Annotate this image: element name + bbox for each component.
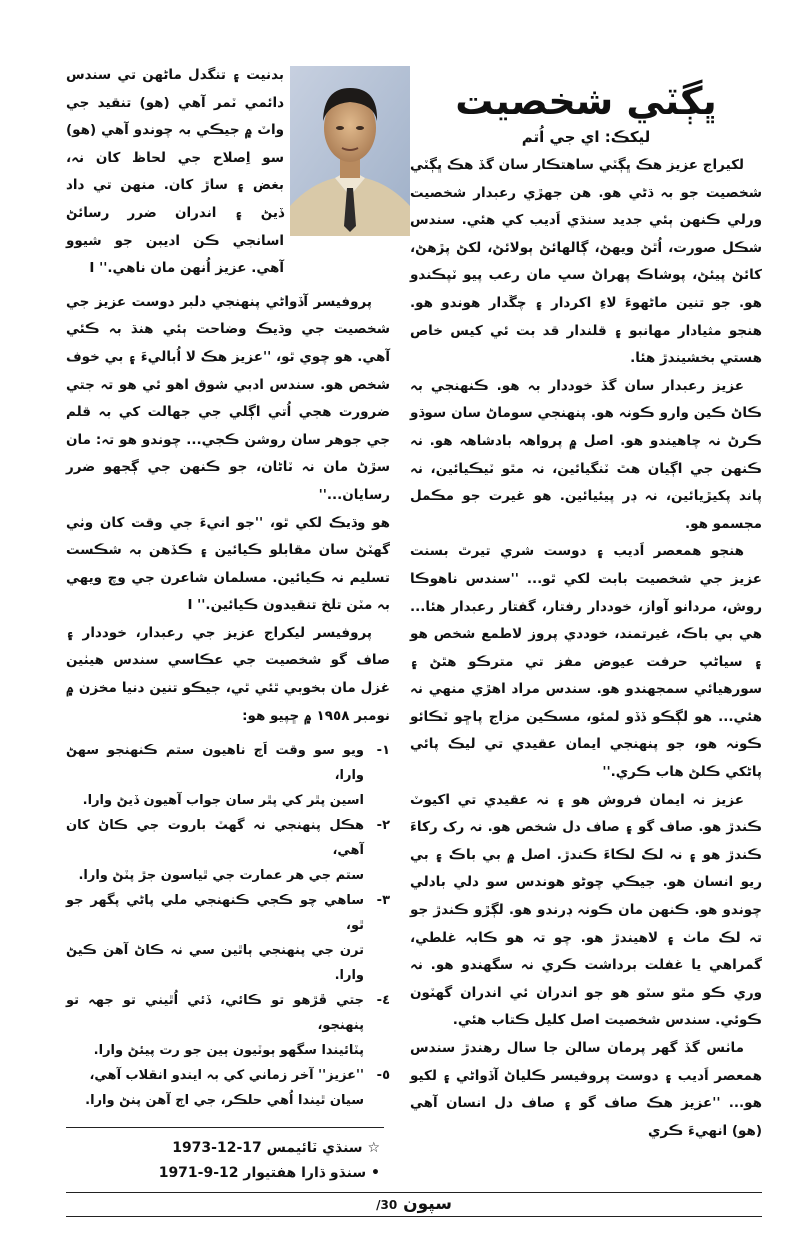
verse-line: ستم جي هر عمارت جي ٿياسون جڙ پٽڻ وارا. <box>78 868 364 884</box>
verse-item <box>66 938 390 988</box>
magazine-name: سپون <box>403 1194 452 1215</box>
article-columns <box>66 62 762 1186</box>
page-number: 30/ <box>376 1198 398 1213</box>
paragraph: ماٺس گڏ گهر پرمان سالن جا سال رهندڙ سندس همعصر اَديب ۽ دوست پروفيسر ڪلياڻ آڏواڻي ۽ لکيو هو... ''عزيز هڪ صاف گو ۽ صاف دل انسان آهي (هو) انهيءَ ڪري <box>410 1040 762 1139</box>
paragraph: عزيز نہ ايمان فروش هو ۽ نہ عقيدي تي اکيوٽ ڪندڙ هو. صاف گو ۽ صاف دل شخص هو. نہ رک رکاءَ ڪندڙ هو ۽ نہ لڪ لڪاءَ ڪندڙ. اصل ۾ بي باڪ ۽ بي ريو انسان هو. جيڪي چوڻو هوندس سو دلي بادلي چوندو هو. ڪنهن مان ڪونہ ڊرندو هو. لڳڙو ڪندڙ جو تہ لڪ ماٺ ۽ لاهيندڙ هو. چو تہ هو ڪابہ غلطي، گمراهي يا غفلت برداشت ڪري نہ سگهندو هو. نہ وري ڪو مٿو سٽو هو جو اندران ئي اندران گهٽون ڪوئي. سندس شخصيت اصل کليل ڪتاب هئي. <box>410 791 762 1029</box>
verse-item <box>66 988 390 1038</box>
paragraph: پروفيسر آڏواڻي پنهنجي دلبر دوست عزيز جي شخصيت جي وڌيڪ وضاحت ٻئي هنڌ بہ ڪئي آهي. هو چوي ٿو، ''عزيز هڪ لا اُباليءَ ۽ بي خوف شخص هو. سندس ادبي شوق اهو ئي هو تہ جتي ضرورت هجي اُتي اڳلي جي جهالت کي بہ قلم جي جوهر سان روشن ڪجي... چوندو هو تہ: مان سڙڻ مان نہ ٽاڻان، جو ڪنهن جي ڳجهو ضرر رسايان...'' <box>66 293 390 503</box>
verse-line: اسين پٿر کي پٿر سان جواب آهيون ڏيڻ وارا. <box>82 793 364 809</box>
page-footer <box>66 1193 762 1216</box>
verse-line: ترن جي پنهنجي ٻاٿين سي نہ ڪاڻ آهن ڪيڻ وارا. <box>66 943 364 984</box>
article-byline: ليکڪ: اي جي اُتم <box>521 128 651 146</box>
right-column <box>410 152 762 1145</box>
verse-line: ''عزيز'' آخر زماني کي بہ ايندو انقلاب آهي، <box>89 1068 364 1084</box>
verse-line: هڪل پنهنجي نہ گهٽ باروت جي ڪاڻ کان آهي، <box>66 818 364 859</box>
verse-line: جتي ڦڙهو تو ڪائي، ڏئي اُٿيني تو جهہ تو پنهنجو، <box>66 993 364 1034</box>
verse-number: ٥- <box>376 1068 390 1084</box>
left-column-wrapper <box>66 62 410 1186</box>
verse-item <box>66 788 390 813</box>
paragraph: بدنيت ۽ تنگدل ماڻهن تي سندس دائمي ٽمر آهي (هو) تنقيد جي واٽ ۾ جيڪي بہ چوندو آهي (هو) سو اِصلاح جي لحاظ کان نہ، بغض ۽ ساڙ کان. منهن تي داد ڏيڻ ۽ اندران ضرر رسائڻ اسانجي ڪن اديبن جو شيوو آهي. عزيز اُنهن مان ناهي.'' I <box>66 67 284 277</box>
footnote: ☆ سنڌي ٽائيمس 17-12-1973 <box>172 1140 380 1157</box>
left-top-row <box>66 62 410 283</box>
paragraph: پروفيسر ليکراج عزيز جي رعبدار، خوددار ۽ صاف گو شخصيت جي عڪاسي سندس هيٺين غزل مان بخوبي ٿئي ٿي، جيڪو تنين دنيا مخزن ۾ نومبر ١٩٥٨ ۾ ڇپيو هو: <box>66 624 390 724</box>
verse-line: ساهي چو ڪجي ڪنهنجي ملي پاڻي پگهر جو ٿو، <box>66 893 364 934</box>
verse-number: ٢- <box>376 818 390 834</box>
verse-line: پٽائيندا سگهو ٻوٽيون ٻين جو رت پيئڻ وارا. <box>93 1043 364 1059</box>
footnote-divider <box>66 1127 384 1128</box>
verse-item <box>66 1038 390 1063</box>
verse-item <box>66 888 390 938</box>
left-top-column <box>66 62 284 283</box>
verse-item <box>66 738 390 788</box>
verse-number: ٣- <box>376 893 390 909</box>
footer-wrapper <box>66 1192 762 1217</box>
verse-item <box>66 1088 390 1113</box>
verse-number: ١- <box>376 743 390 759</box>
footer-bottom-rule <box>66 1216 762 1217</box>
verse-number: ٤- <box>376 993 390 1009</box>
verse-list <box>66 738 390 1113</box>
paragraph: عزيز رعبدار سان گڏ خوددار بہ هو. ڪنهنجي بہ ڪاڻ ڪين وارو ڪونہ هو. پنهنجي سوماڻ سان سوڌو ڪرڻ نہ چاهيندو هو. اصل ۾ پرواهہ بادشاهہ هو. نہ ڪنهن جي اڳيان هٿ ٽنگيائين، نہ مٿو ٽيڪيائين، نہ پاند پکيڙيائين، نہ ڊر پيئيائين. هو غيرت جو مڪمل مجسمو هو. <box>410 377 762 532</box>
verse-line: سيان ٿيندا اُهي حلڪر، جي اڄ آهن پنڻ وارا. <box>85 1093 364 1109</box>
verse-item <box>66 1063 390 1088</box>
article-title: ڀڳٽي شخصيت <box>455 79 717 123</box>
footnote: • سنڌو ڌارا هفتيوار 12-9-1971 <box>158 1165 380 1182</box>
paragraph: هو وڌيڪ لکي ٿو، ''جو انيءَ جي وقت کان وٺي گهٽڻ سان مقابلو ڪيائين ۽ ڪڏهن بہ شڪست تسليم نہ ڪيائين. مسلمان شاعرن جي وچ ويهي بہ مٽن تلخ تنقيدون ڪيائين.'' I <box>66 514 390 614</box>
paragraph: لکيراج عزيز هڪ ڀڳٽي ساهتڪار سان گڏ هڪ ڀڳٽي شخصيت جو بہ ڌڻي هو. هن جهڙي رعبدار شخصيت ورلي ڪنهن ٻئي جديد سنڌي اَديب کي هئي. سندس شڪل صورت، اُٿڻ ويهڻ، ڳالهائڻ ٻولائڻ، لکڻ پڙهڻ، کائڻ پيئڻ، پوشاڪ پهراڻ سڀ مان رعب پيو ٽپڪندو هو. جو تنين ماڻهوءَ لاءِ اکردار ۽ چڱدار هوندو هو. هنجو مثيادار مهانبو ۽ قلندار قد بت ئي کيس خاص هستي بخشيندڙ هئا. <box>410 157 762 367</box>
verse-item <box>66 813 390 863</box>
verse-line: ويو سو وقت اَڄ ناهيون ستم ڪنهنجو سهڻ وارا، <box>66 743 364 784</box>
right-column-wrapper <box>410 62 762 1145</box>
author-portrait-photo <box>290 66 410 236</box>
verse-item <box>66 863 390 888</box>
left-column <box>66 289 390 731</box>
paragraph: هنجو همعصر اَديب ۽ دوست شري تيرٿ بسنت عزيز جي شخصيت بابت لکي ٿو... ''سندس ناهوڪا روش، مردانو آواز، خوددار رفتار، گفتار رعبدار هئا... هي بي باڪ، غيرتمند، خوددي پروز لاطمع شخص هو ۽ سياڻپ حرفت عيوض مفز تي مترڪو هٿڻ ۽ سورهيائي سمجهندو هو. سندس مراد اهڙي منهي نہ هئي... هو لڳڪو ڏڏو لمئو، مسڪين مزاج پاڇو ٽڪائو ڪونہ هو، جو پنهنجي ايمان عقيدي تي ليڪ پائي پاڻکي ڪلڻ هاب ڪري.'' <box>410 543 762 781</box>
